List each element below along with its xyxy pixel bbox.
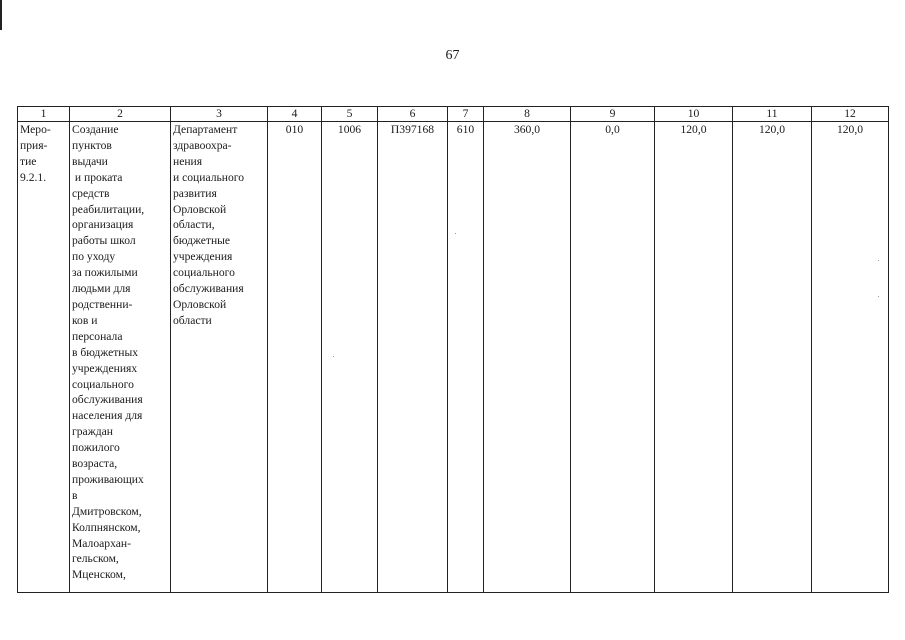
cell-line: Колпнянском, [72, 520, 141, 534]
cell-line: и социального [173, 170, 245, 184]
amount-cell: 0,0 [571, 122, 655, 593]
header-cell: 8 [484, 107, 571, 122]
cell-line: родственни- [72, 297, 133, 311]
amount-cell: 120,0 [733, 122, 812, 593]
scan-speck [878, 260, 879, 261]
cell-line: средств [72, 186, 110, 200]
cell-line: учреждения [173, 250, 233, 264]
cell-line: возраста, [72, 457, 118, 471]
cell-line: граждан [72, 425, 113, 439]
header-cell: 7 [448, 107, 484, 122]
scan-speck [455, 233, 456, 234]
cell-line: гельском, [72, 552, 119, 566]
scan-speck [878, 296, 879, 297]
cell-line: социального [72, 377, 134, 391]
measure-description-cell [70, 122, 171, 593]
header-cell: 1 [18, 107, 70, 122]
cell-line: Создание [72, 123, 119, 136]
header-row [18, 107, 889, 122]
scan-speck [333, 356, 334, 357]
cell-line: Малоархан- [72, 536, 131, 550]
cell-line: за пожилыми [72, 266, 138, 280]
cell-line: по уходу [72, 250, 116, 264]
cell-line: Дмитровском, [72, 504, 142, 518]
code-cell: 610 [448, 122, 484, 593]
cell-line: тие [20, 154, 37, 168]
cell-line: и проката [72, 170, 123, 184]
cell-line: проживающих [72, 472, 144, 486]
cell-line: 9.2.1. [20, 170, 47, 184]
cell-line: организация [72, 218, 134, 232]
page-number: 67 [445, 48, 460, 63]
cell-line: Орловской [173, 202, 227, 216]
cell-line: развития [173, 186, 217, 200]
amount-cell: 120,0 [655, 122, 733, 593]
cell-line: Мценском, [72, 568, 126, 582]
header-cell: 2 [70, 107, 171, 122]
cell-line: работы школ [72, 234, 136, 248]
header-cell: 6 [378, 107, 448, 122]
cell-line: в [72, 488, 78, 502]
cell-line: нения [173, 154, 203, 168]
cell-line: пунктов [72, 138, 112, 152]
cell-line: выдачи [72, 154, 108, 168]
cell-line: области [173, 313, 212, 327]
amount-cell: 360,0 [484, 122, 571, 593]
data-table [17, 106, 889, 593]
cell-line: реабилитации, [72, 202, 145, 216]
code-cell: П397168 [378, 122, 448, 593]
cell-line: Департамент [173, 123, 238, 136]
executor-cell [171, 122, 268, 593]
header-cell: 10 [655, 107, 733, 122]
code-cell: 1006 [322, 122, 378, 593]
cell-line: обслуживания [173, 282, 244, 296]
measure-number-cell [18, 122, 70, 593]
cell-line: бюджетные [173, 234, 231, 248]
cell-line: прия- [20, 138, 48, 152]
header-cell: 3 [171, 107, 268, 122]
scan-edge-mark [0, 0, 2, 30]
header-cell: 4 [268, 107, 322, 122]
header-cell: 5 [322, 107, 378, 122]
cell-line: области, [173, 218, 215, 232]
cell-line: пожилого [72, 441, 120, 455]
cell-line: ков и [72, 313, 98, 327]
cell-line: в бюджетных [72, 345, 139, 359]
header-cell: 12 [812, 107, 889, 122]
cell-line: Меро- [20, 123, 51, 136]
cell-line: персонала [72, 329, 123, 343]
header-cell: 11 [733, 107, 812, 122]
cell-line: социального [173, 266, 235, 280]
cell-line: Орловской [173, 297, 227, 311]
code-cell: 010 [268, 122, 322, 593]
cell-line: здравоохра- [173, 138, 232, 152]
amount-cell: 120,0 [812, 122, 889, 593]
cell-line: учреждениях [72, 361, 138, 375]
cell-line: населения для [72, 409, 143, 423]
cell-line: людьми для [72, 282, 131, 296]
header-cell: 9 [571, 107, 655, 122]
cell-line: обслуживания [72, 393, 143, 407]
table-row [18, 122, 889, 593]
